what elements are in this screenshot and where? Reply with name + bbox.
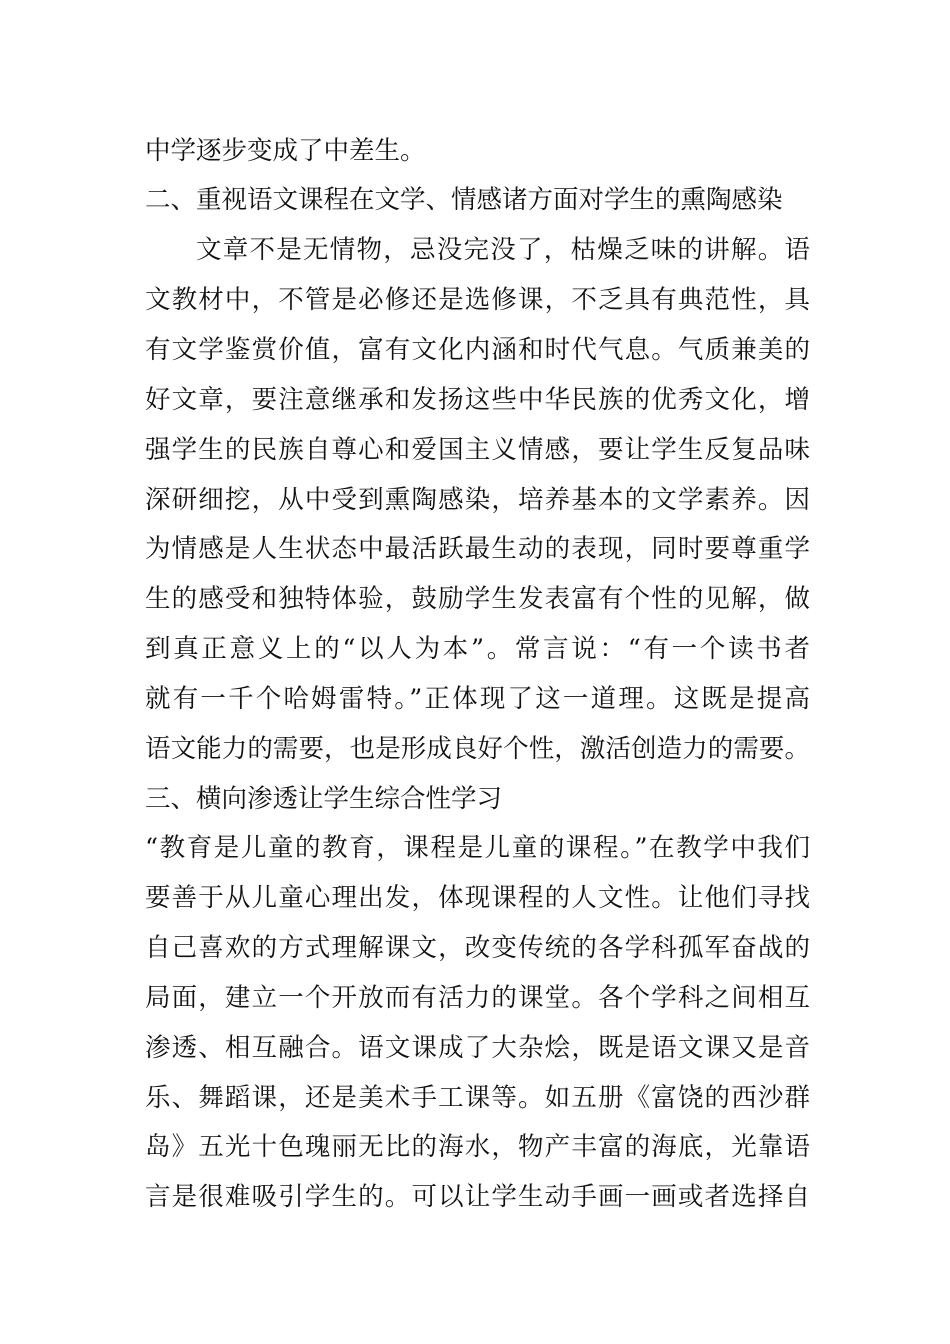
- text-line: 要善于从儿童心理出发，体现课程的人文性。让他们寻找: [145, 883, 810, 913]
- text-line: 局面，建立一个开放而有活力的课堂。各个学科之间相互: [145, 983, 810, 1013]
- section-heading: 三、横向渗透让学生综合性学习: [145, 784, 503, 814]
- text-line: 渗透、相互融合。语文课成了大杂烩，既是语文课又是音: [145, 1033, 810, 1063]
- text-line: “教育是儿童的教育，课程是儿童的课程。”在教学中我们: [145, 833, 810, 863]
- text-line: 文教材中，不管是必修还是选修课，不乏具有典范性，具: [145, 285, 810, 315]
- text-line: 强学生的民族自尊心和爱国主义情感，要让学生反复品味: [145, 435, 810, 465]
- text-line: 就有一千个哈姆雷特。”正体现了这一道理。这既是提高: [145, 684, 810, 714]
- text-line: 生的感受和独特体验，鼓励学生发表富有个性的见解，做: [145, 584, 810, 614]
- text-line: 有文学鉴赏价值，富有文化内涵和时代气息。气质兼美的: [145, 335, 810, 365]
- text-line: 岛》五光十色瑰丽无比的海水，物产丰富的海底，光靠语: [145, 1132, 810, 1162]
- text-line: 语文能力的需要，也是形成良好个性，激活创造力的需要。: [145, 734, 810, 764]
- text-line: 为情感是人生状态中最活跃最生动的表现，同时要尊重学: [145, 534, 810, 564]
- text-line: 文章不是无情物，忌没完没了，枯燥乏味的讲解。语: [196, 235, 810, 265]
- text-line: 好文章，要注意继承和发扬这些中华民族的优秀文化，增: [145, 385, 810, 415]
- text-line: 深研细挖，从中受到熏陶感染，培养基本的文学素养。因: [145, 485, 810, 515]
- text-line: 中学逐步变成了中差生。: [145, 136, 426, 166]
- text-line: 乐、舞蹈课，还是美术手工课等。如五册《富饶的西沙群: [145, 1083, 810, 1113]
- text-line: 自己喜欢的方式理解课文，改变传统的各学科孤军奋战的: [145, 933, 810, 963]
- text-line: 言是很难吸引学生的。可以让学生动手画一画或者选择自: [145, 1182, 810, 1212]
- text-line: 到真正意义上的“以人为本”。常言说：“有一个读书者: [145, 634, 810, 664]
- section-heading: 二、重视语文课程在文学、情感诸方面对学生的熏陶感染: [145, 185, 783, 215]
